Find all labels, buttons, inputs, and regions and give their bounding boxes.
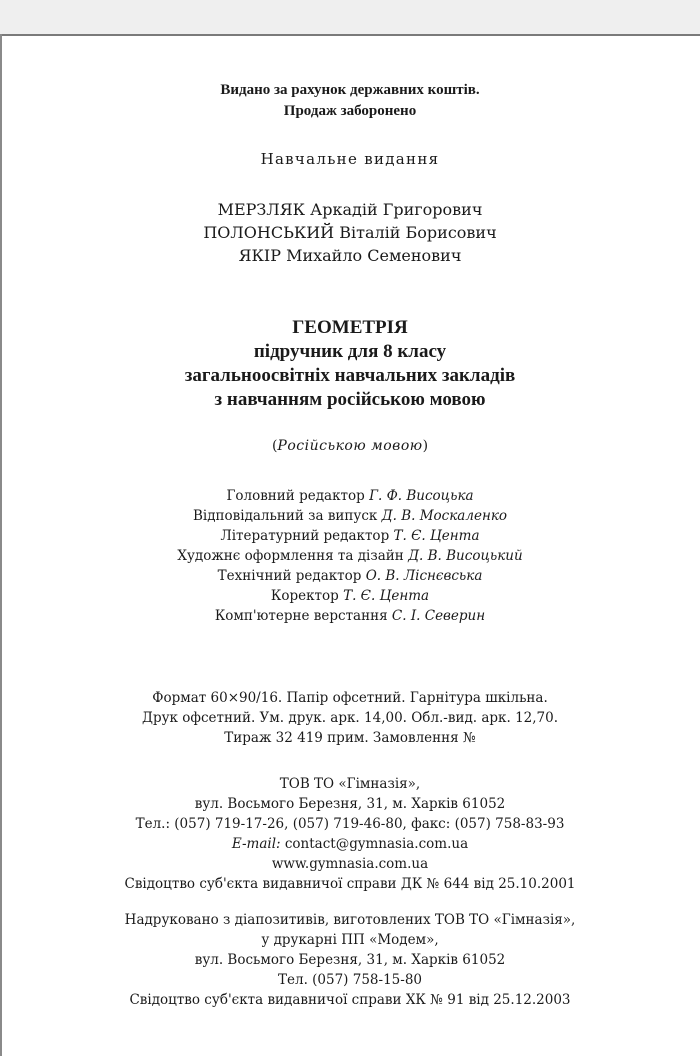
credit-role: Художнє оформлення та дізайн (177, 548, 404, 564)
book-subtitle-line: з навчанням російською мовою (214, 389, 486, 410)
language-paren-open: ( (271, 438, 278, 454)
credit-role: Комп'ютерне верстання (214, 608, 388, 624)
book-title-block (0, 316, 700, 412)
publisher-info (0, 774, 700, 894)
authors-list (0, 198, 700, 267)
credit-line (0, 586, 700, 606)
credit-line (0, 566, 700, 586)
imprint-page (0, 36, 700, 1056)
printer-line: Свідоцтво суб'єкта видавничої справи ХК № 91 від 25.12.2003 (129, 992, 571, 1008)
publisher-name: ТОВ ТО «Гімназія», (279, 776, 421, 792)
viewer-top-bar (0, 0, 700, 36)
credit-line (0, 506, 700, 526)
publisher-address: вул. Восьмого Березня, 31, м. Харків 61052 (194, 796, 506, 812)
credit-line (0, 546, 700, 566)
credit-role: Відповідальний за випуск (192, 508, 378, 524)
credit-name: Д. В. Москаленко (381, 508, 508, 524)
printer-line: Тел. (057) 758-15-80 (278, 972, 422, 988)
credit-role: Технічний редактор (217, 568, 362, 584)
credit-name: Т. Є. Цента (393, 528, 480, 544)
print-format-info (0, 688, 700, 748)
sale-prohibited-line: Продаж заборонено (283, 103, 417, 119)
credit-role: Літературний редактор (220, 528, 390, 544)
credit-line (0, 526, 700, 546)
email-label: E-mail: (231, 836, 281, 852)
book-subtitle-line: підручник для 8 класу (253, 341, 447, 362)
credit-role: Головний редактор (226, 488, 365, 504)
format-line: Тираж 32 419 прим. Замовлення № (224, 730, 476, 746)
author-name: ЯКІР Михайло Семенович (238, 246, 462, 265)
website-link[interactable]: www.gymnasia.com.ua (271, 856, 429, 872)
credit-name: С. І. Северин (391, 608, 486, 624)
language-name: Російською мовою (277, 438, 423, 454)
book-title: ГЕОМЕТРІЯ (292, 317, 408, 338)
printer-line: у друкарні ПП «Модем», (261, 932, 439, 948)
credit-line (0, 486, 700, 506)
credit-name: О. В. Ліснєвська (365, 568, 483, 584)
email-link[interactable]: contact@gymnasia.com.ua (284, 836, 469, 852)
publisher-certificate: Свідоцтво суб'єкта видавничої справи ДК № 644 від 25.10.2001 (124, 876, 576, 892)
printer-info (0, 910, 700, 1010)
printer-line: вул. Восьмого Березня, 31, м. Харків 61052 (194, 952, 506, 968)
credit-name: Т. Є. Цента (343, 588, 430, 604)
funding-notice-line: Видано за рахунок державних коштів. (220, 82, 480, 98)
credit-name: Д. В. Висоцький (408, 548, 523, 564)
credit-role: Коректор (270, 588, 339, 604)
funding-notice (0, 80, 700, 122)
publication-language (0, 438, 700, 454)
publisher-phones: Тел.: (057) 719-17-26, (057) 719-46-80, факс: (057) 758-83-93 (135, 816, 565, 832)
editorial-credits (0, 486, 700, 626)
credit-name: Г. Ф. Висоцька (369, 488, 474, 504)
format-line: Формат 60×90/16. Папір офсетний. Гарнітура шкільна. (152, 690, 548, 706)
credit-line (0, 606, 700, 626)
edition-type: Навчальне видання (260, 150, 440, 168)
printer-line: Надруковано з діапозитивів, виготовлених ТОВ ТО «Гімназія», (124, 912, 576, 928)
publisher-email-line (0, 834, 700, 854)
format-line: Друк офсетний. Ум. друк. арк. 14,00. Обл.-вид. арк. 12,70. (141, 710, 559, 726)
book-subtitle-line: загальноосвітніх навчальних закладів (184, 365, 516, 386)
language-paren-close: ) (422, 438, 429, 454)
author-name: ПОЛОНСЬКИЙ Віталій Борисович (203, 223, 497, 242)
author-name: МЕРЗЛЯК Аркадій Григорович (217, 200, 483, 219)
